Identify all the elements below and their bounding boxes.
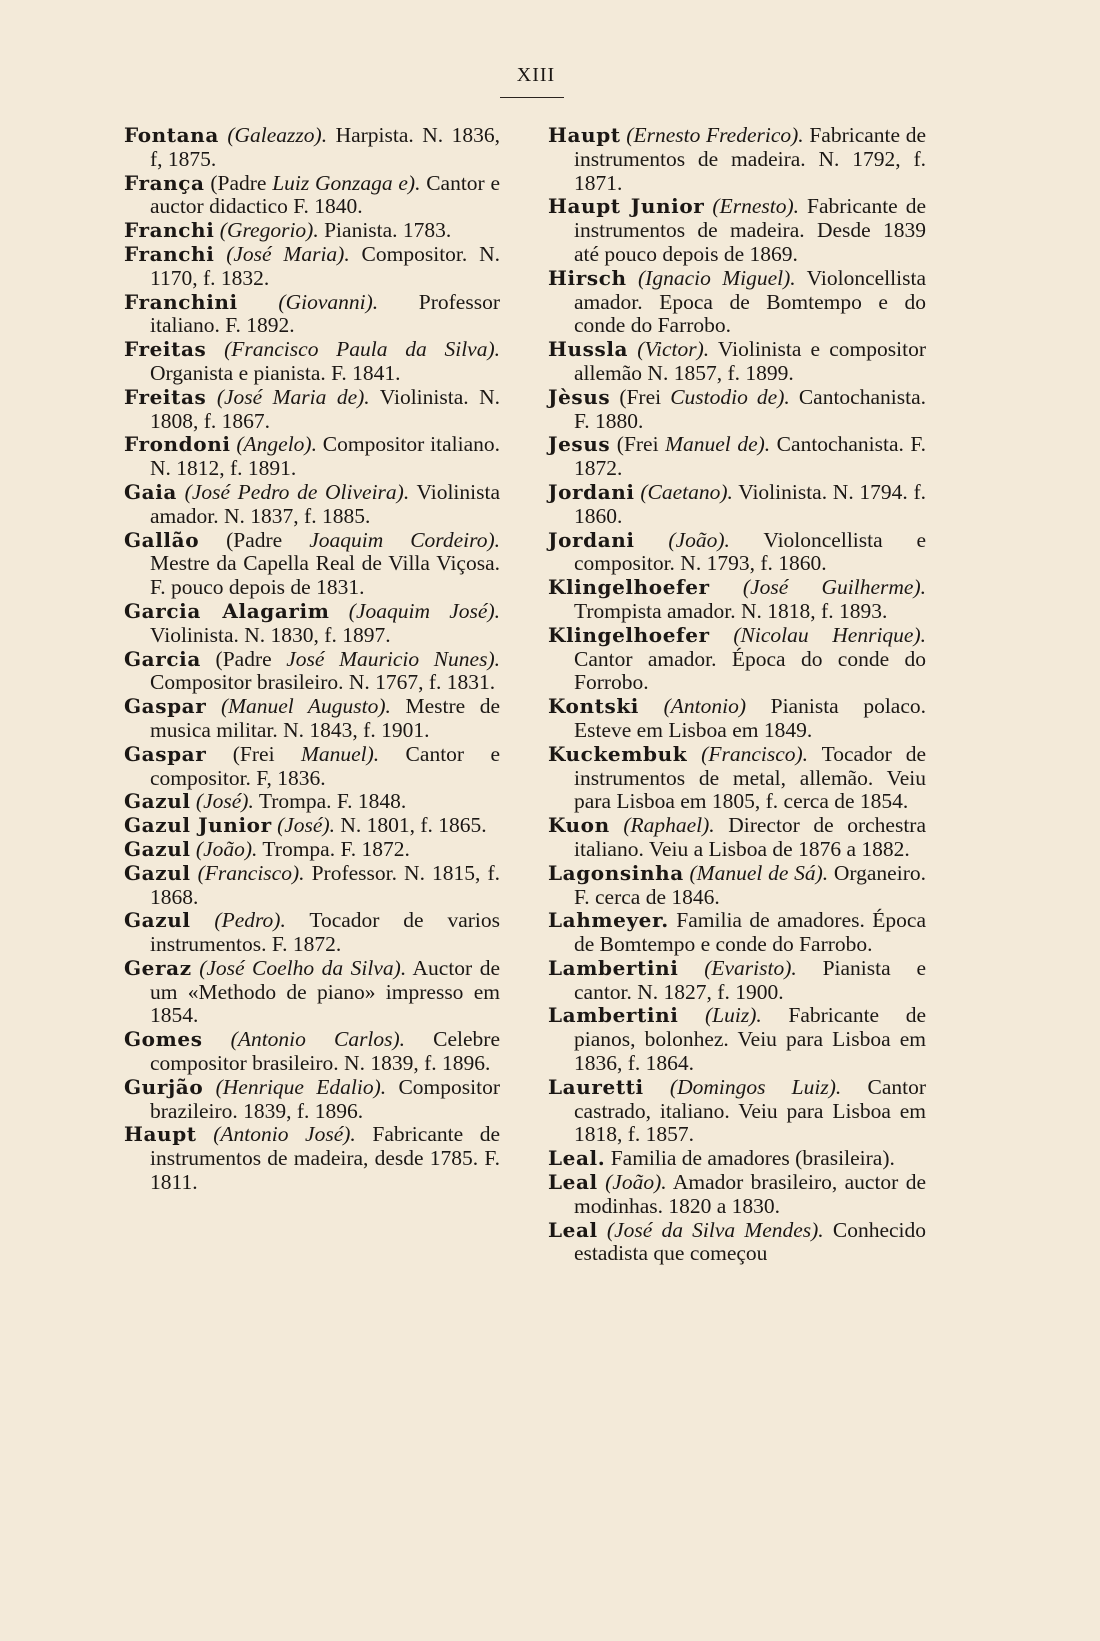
dictionary-entry: [548, 814, 926, 862]
entry-description: Mestre de musica militar. N. 1843, f. 1901.: [150, 694, 501, 742]
entry-description: Fabricante de instrumentos de madeira. N. 1792, f. 1871.: [574, 123, 927, 195]
entry-given-name: (Ernesto).: [712, 194, 799, 219]
dictionary-entry: [548, 1004, 926, 1075]
entry-description: [598, 1218, 607, 1242]
entry-given-name: (Antonio): [663, 694, 747, 719]
entry-given-name: (José).: [195, 789, 254, 814]
entry-given-name: (Francisco Paula da Silva).: [224, 337, 501, 362]
entry-given-name: (Gregorio).: [219, 218, 319, 243]
entry-name: Klingelhoefer: [548, 622, 710, 647]
entry-description: Trompa. F. 1872.: [257, 836, 410, 861]
entry-name: Geraz: [124, 955, 192, 980]
entry-name: Hirsch: [548, 265, 627, 290]
entry-description: Fabricante de pianos, bolonhez. Veiu para Lisboa em 1836, f. 1864.: [574, 1003, 927, 1076]
entry-name: Lauretti: [548, 1074, 644, 1099]
entry-given-name: (Raphael).: [623, 813, 715, 838]
entry-given-name: José Mauricio Nunes).: [286, 646, 500, 671]
dictionary-entry: [124, 124, 500, 172]
entry-name: Gaspar: [124, 694, 207, 719]
entry-description: Familia de amadores. Época de Bomtempo e conde do Farrobo.: [574, 908, 926, 957]
dictionary-entry: [124, 481, 500, 529]
entry-given-name: (Angelo).: [236, 432, 317, 457]
dictionary-entry: [548, 1171, 926, 1219]
dictionary-entry: [548, 124, 926, 195]
dictionary-entry: [124, 172, 500, 220]
entry-name: Jesus: [548, 432, 611, 457]
entry-given-name: (Galeazzo).: [227, 123, 328, 147]
entry-description: Violinista. N. 1794. f. 1860.: [574, 479, 927, 528]
entry-name: Garcia Alagarim: [124, 598, 330, 623]
entry-name: Fontana: [124, 123, 219, 147]
dictionary-entry: [548, 195, 926, 266]
dictionary-entry: [124, 648, 500, 696]
entry-name: Gazul: [124, 908, 191, 933]
entry-description: Compositor brazileiro. 1839, f. 1896.: [150, 1074, 501, 1123]
entry-description: Tocador de instrumentos de metal, allemão. Veiu para Lisboa em 1805, f. cerca de 1854.: [574, 741, 927, 814]
entry-name: Franchi: [124, 218, 215, 243]
entry-given-name: (Caetano).: [640, 479, 733, 504]
entry-description: [206, 337, 224, 361]
entry-description: Tocador de varios instrumentos. F. 1872.: [150, 908, 500, 957]
entry-given-name: (João).: [605, 1170, 667, 1195]
dictionary-entry: [548, 433, 926, 481]
entry-description: Cantor castrado, italiano. Veiu para Lisboa em 1818, f. 1857.: [574, 1074, 927, 1147]
entry-description: Amador brasileiro, auctor de modinhas. 1820 a 1830.: [574, 1170, 926, 1218]
entry-description: [214, 242, 226, 266]
entry-description: [206, 694, 221, 718]
entry-description: Compositor. N. 1170, f. 1832.: [150, 241, 500, 290]
entry-description: Pianista e cantor. N. 1827, f. 1900.: [574, 955, 927, 1004]
entry-given-name: (Ignacio Miguel).: [638, 265, 796, 290]
entry-description: Violinista. N. 1808, f. 1867.: [150, 384, 500, 433]
entry-name: França: [124, 170, 205, 195]
entry-description: [628, 337, 637, 361]
entry-description: Pianista polaco. Esteve em Lisboa em 1849.: [574, 694, 927, 742]
dictionary-entry: [124, 957, 500, 1028]
entry-description: Auctor de um «Methodo de piano» impresso em 1854.: [150, 955, 501, 1028]
entry-given-name: (Francisco).: [701, 741, 809, 766]
entry-name: Jordani: [548, 479, 635, 504]
entry-description: [177, 480, 185, 504]
entry-description: [678, 1003, 705, 1027]
dictionary-entry: [124, 1076, 500, 1124]
entry-name: Frondoni: [124, 432, 231, 457]
entry-given-name: (Evaristo).: [704, 955, 797, 980]
entry-description: Trompa. F. 1848.: [253, 789, 407, 814]
dictionary-entry: [548, 338, 926, 386]
dictionary-entry: [548, 529, 926, 577]
entry-name: Jordani: [548, 527, 635, 552]
entry-description: Organista e pianista. F. 1841.: [150, 360, 401, 385]
dictionary-entry: [124, 219, 500, 243]
entry-description: Professor. N. 1815, f. 1868.: [150, 860, 501, 909]
dictionary-entry: [548, 1147, 926, 1171]
entry-description: Violinista amador. N. 1837, f. 1885.: [150, 479, 500, 528]
entry-given-name: (José Coelho da Silva).: [199, 955, 407, 980]
entry-given-name: Manuel de).: [665, 432, 771, 457]
dictionary-entry: [548, 624, 926, 695]
entry-description: [627, 266, 638, 290]
entry-description: Violinista e compositor allemão N. 1857, f. 1899.: [574, 337, 926, 385]
entry-description: (Padre: [204, 170, 273, 195]
entry-description: [678, 956, 704, 980]
entry-name: Gazul: [124, 836, 191, 861]
entry-given-name: (Joaquim José).: [348, 598, 500, 623]
entry-name: Kontski: [548, 694, 639, 719]
entry-description: [635, 528, 669, 552]
dictionary-entry: [124, 909, 500, 957]
entry-description: [191, 861, 198, 885]
entry-given-name: (Luiz).: [705, 1003, 762, 1028]
dictionary-entry: [124, 814, 500, 838]
entry-description: [330, 599, 349, 623]
dictionary-entry: [124, 529, 500, 600]
entry-description: Fabricante de instrumentos de madeira. Desde 1839 até pouco depois de 1869.: [574, 194, 927, 266]
entry-given-name: (Manuel de Sá).: [689, 860, 829, 885]
entry-given-name: (Victor).: [637, 337, 710, 362]
entry-name: Haupt Junior: [548, 194, 705, 219]
entry-name: Leal: [548, 1217, 598, 1242]
entry-description: Cantor e compositor. F, 1836.: [150, 741, 500, 790]
entry-description: [610, 813, 624, 837]
entry-description: Organeiro. F. cerca de 1846.: [574, 860, 926, 909]
entry-given-name: (José Guilherme).: [742, 575, 926, 600]
entry-given-name: (José Pedro de Oliveira).: [184, 479, 410, 504]
dictionary-entry: [548, 386, 926, 434]
dictionary-entry: [124, 743, 500, 791]
entry-description: (Padre: [200, 646, 287, 671]
entry-description: Cantor amador. Época do conde do Forrobo.: [574, 646, 926, 695]
dictionary-entry: [124, 862, 500, 910]
entry-description: (Frei: [610, 432, 666, 457]
dictionary-entry: [124, 338, 500, 386]
entry-name: Gomes: [124, 1027, 203, 1052]
left-column: [124, 124, 500, 1195]
entry-description: (Frei: [610, 384, 671, 409]
entry-name: Lahmeyer.: [548, 908, 669, 933]
entry-name: Freitas: [124, 337, 207, 362]
dictionary-entry: [548, 957, 926, 1005]
entry-description: Violoncellista e compositor. N. 1793, f. 1860.: [574, 527, 926, 576]
entry-description: [710, 575, 743, 599]
entry-description: [710, 623, 734, 647]
entry-given-name: (João).: [195, 836, 258, 861]
entry-name: Gaspar: [124, 741, 207, 766]
entry-description: Fabricante de instrumentos de madeira, desde 1785. F. 1811.: [150, 1122, 501, 1195]
entry-given-name: (Antonio Carlos).: [230, 1027, 406, 1052]
dictionary-entry: [124, 600, 500, 648]
entry-given-name: Joaquim Cordeiro).: [309, 527, 500, 552]
entry-given-name: (João).: [668, 527, 730, 552]
right-column: [548, 124, 926, 1266]
entry-description: Compositor italiano. N. 1812, f. 1891.: [150, 432, 500, 481]
dictionary-entry: [124, 433, 500, 481]
entry-given-name: Custodio de).: [670, 384, 790, 409]
entry-description: (Padre: [199, 527, 310, 552]
entry-name: Leal.: [548, 1146, 606, 1171]
page-number: XIII: [516, 64, 556, 86]
entry-given-name: (Manuel Augusto).: [220, 694, 391, 719]
entry-name: Gazul: [124, 789, 191, 814]
entry-description: Conhecido estadista que começou: [574, 1217, 927, 1266]
dictionary-entry: [548, 267, 926, 338]
entry-description: Pianista. 1783.: [318, 218, 452, 243]
entry-given-name: (Pedro).: [214, 908, 286, 933]
entry-given-name: (José Maria).: [226, 241, 350, 266]
entry-name: Lambertini: [548, 1003, 679, 1028]
entry-given-name: Luiz Gonzaga e).: [272, 170, 421, 195]
entry-description: Mestre da Capella Real de Villa Viçosa. F. pouco depois de 1831.: [150, 551, 500, 600]
entry-description: (Frei: [206, 741, 301, 766]
entry-name: Hussla: [548, 337, 629, 362]
entry-description: Director de orchestra italiano. Veiu a Lisboa de 1876 a 1882.: [574, 813, 926, 861]
entry-description: [238, 290, 279, 314]
dictionary-entry: [124, 291, 500, 339]
entry-name: Gazul Junior: [124, 813, 272, 838]
entry-description: [644, 1075, 670, 1099]
dictionary-entry: [548, 576, 926, 624]
entry-given-name: (Henrique Edalio).: [215, 1074, 387, 1099]
entry-name: Franchi: [124, 241, 215, 266]
entry-name: Gaia: [124, 479, 177, 504]
entry-description: Harpista. N. 1836, f, 1875.: [150, 123, 500, 171]
entry-name: Franchini: [124, 289, 238, 314]
entry-description: Violinista. N. 1830, f. 1897.: [150, 622, 391, 647]
dictionary-entry: [548, 862, 926, 910]
entry-given-name: (Ernesto Frederico).: [626, 123, 804, 147]
entry-given-name: (José da Silva Mendes).: [606, 1217, 824, 1242]
dictionary-entry: [124, 243, 500, 291]
entry-description: Familia de amadores (brasileira).: [605, 1146, 895, 1171]
entry-description: Violoncellista amador. Epoca de Bomtempo e do conde do Farrobo.: [574, 265, 926, 338]
entry-name: Lambertini: [548, 955, 679, 980]
entry-name: Kuckembuk: [548, 741, 688, 766]
dictionary-entry: [124, 1028, 500, 1076]
entry-given-name: (Giovanni).: [278, 289, 379, 314]
dictionary-entry: [548, 743, 926, 814]
entry-name: Freitas: [124, 384, 207, 409]
entry-given-name: (Domingos Luiz).: [669, 1074, 842, 1099]
entry-description: [639, 694, 664, 718]
entry-given-name: Manuel).: [300, 741, 380, 766]
entry-description: Cantochanista. F. 1872.: [574, 432, 926, 481]
entry-description: Celebre compositor brasileiro. N. 1839, f. 1896.: [150, 1027, 500, 1076]
entry-name: Garcia: [124, 646, 201, 671]
header-rule: [500, 97, 564, 98]
entry-name: Gurjão: [124, 1074, 204, 1099]
entry-description: [203, 1075, 215, 1099]
entry-name: Lagonsinha: [548, 860, 684, 885]
entry-name: Gazul: [124, 860, 191, 885]
entry-name: Gallão: [124, 527, 200, 552]
entry-name: Kuon: [548, 813, 610, 838]
entry-description: Cantochanista. F. 1880.: [574, 384, 926, 433]
dictionary-entry: [124, 838, 500, 862]
dictionary-entry: [124, 790, 500, 814]
entry-given-name: (Francisco).: [197, 860, 305, 885]
entry-description: Trompista amador. N. 1818, f. 1893.: [574, 598, 888, 623]
entry-description: [687, 742, 701, 766]
dictionary-entry: [548, 1219, 926, 1267]
entry-description: [191, 908, 215, 932]
entry-description: Cantor e auctor didactico F. 1840.: [150, 170, 500, 219]
entry-description: Professor italiano. F. 1892.: [150, 289, 500, 338]
entry-description: [203, 1027, 231, 1051]
dictionary-entry: [124, 695, 500, 743]
dictionary-entry: [548, 1076, 926, 1147]
dictionary-entry: [124, 1123, 500, 1194]
entry-name: Leal: [548, 1170, 598, 1195]
entry-description: Compositor brasileiro. N. 1767, f. 1831.: [150, 670, 496, 695]
entry-name: Klingelhoefer: [548, 575, 710, 600]
entry-description: [197, 1122, 214, 1146]
entry-name: Jèsus: [548, 384, 611, 409]
dictionary-entry: [548, 695, 926, 743]
entry-name: Haupt: [548, 123, 621, 147]
entry-description: N. 1801, f. 1865.: [335, 813, 487, 838]
dictionary-entry: [124, 386, 500, 434]
entry-description: [206, 385, 216, 409]
entry-given-name: (José Maria de).: [216, 384, 370, 409]
entry-name: Haupt: [124, 1122, 197, 1147]
dictionary-entry: [548, 909, 926, 957]
entry-given-name: (Antonio José).: [213, 1122, 356, 1147]
dictionary-entry: [548, 481, 926, 529]
entry-given-name: (Nicolau Henrique).: [733, 622, 926, 647]
entry-given-name: (José).: [277, 813, 335, 838]
